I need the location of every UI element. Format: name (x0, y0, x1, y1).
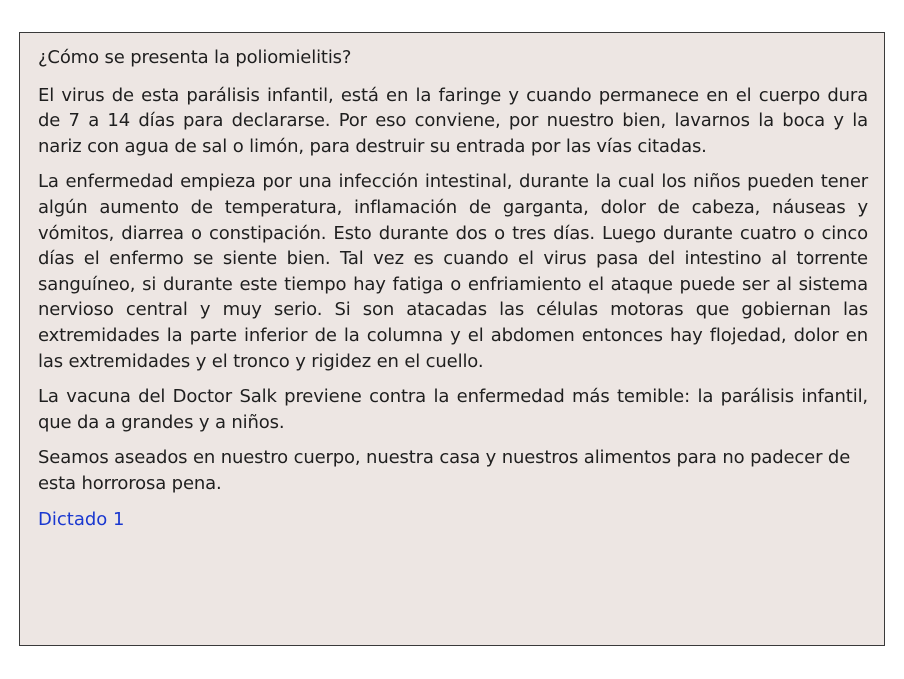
paragraph-vaccine: La vacuna del Doctor Salk previene contra la enfermedad más temible: la parálisis infantil, que da a grandes y a niños. (38, 386, 868, 433)
dictation-link[interactable]: Dictado 1 (38, 508, 125, 530)
paragraph-symptoms: La enfermedad empieza por una infección intestinal, durante la cual los niños pueden tener algún aumento de temperatura, inflamación de garganta, dolor de cabeza, náuseas y vómitos, diarrea o constipación. Esto durante dos o tres días. Luego durante cuatro o cinco días el enfermo se siente bien. Tal vez es cuando el virus pasa del intestino al torrente sanguíneo, si durante este tiempo hay fatiga o enfriamiento el ataque puede ser al sistema nervioso central y muy serio. Si son atacadas las células motoras que gobiernan las extremidades la parte inferior de la columna y el abdomen entonces hay flojedad, dolor en las extremidades y el tronco y rigidez en el cuello. (38, 171, 868, 372)
reading-passage-box (19, 32, 885, 646)
paragraph-hygiene: Seamos aseados en nuestro cuerpo, nuestra casa y nuestros alimentos para no padecer de esta horrorosa pena. (38, 447, 851, 494)
paragraph-virus: El virus de esta parálisis infantil, está en la faringe y cuando permanece en el cuerpo dura de 7 a 14 días para declararse. Por eso conviene, por nuestro bien, lavarnos la boca y la nariz con agua de sal o limón, para destruir su entrada por las vías citadas. (38, 84, 868, 157)
passage-title: ¿Cómo se presenta la poliomielitis? (38, 47, 352, 68)
